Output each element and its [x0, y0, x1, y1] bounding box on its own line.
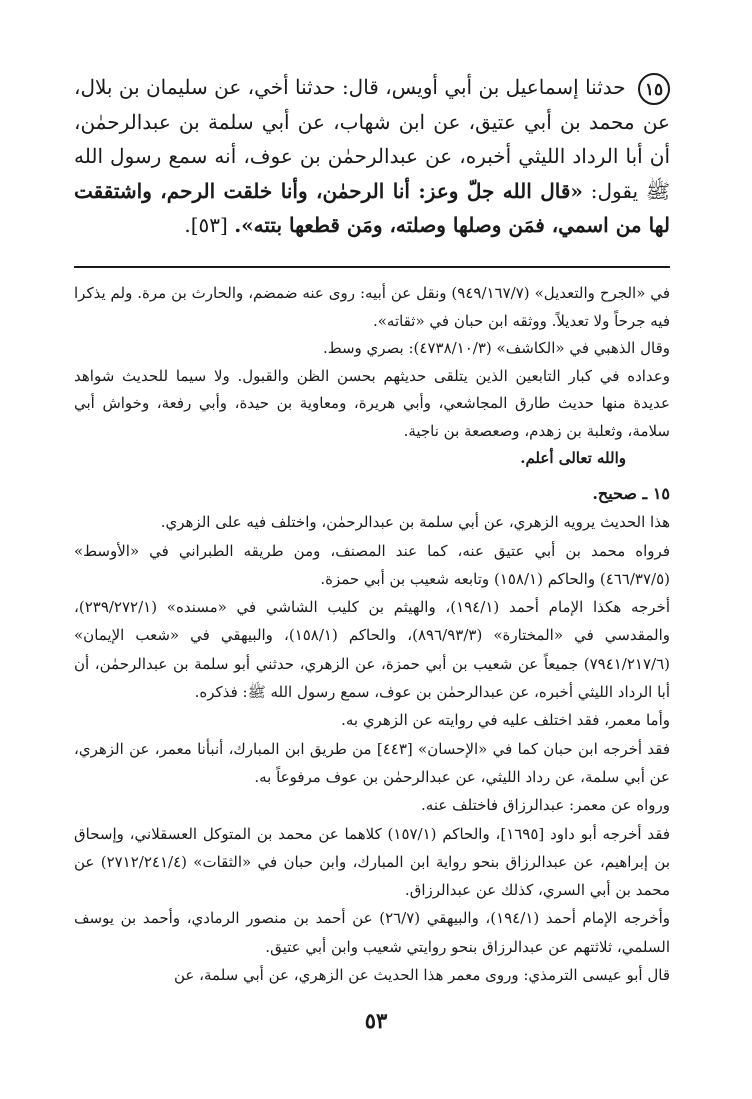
takhrij-paragraph: فقد أخرجه أبو داود [١٦٩٥]، والحاكم (١٥٧/١) كلاهما عن محمد بن المتوكل العسقلاني، وإسحاق بن إبراهيم، عن عبدالرزاق بنحو رواية ابن المبارك، وابن حبان في «الثقات» (٢٧١٢/٢٤١/٤) عن محمد بن أبي السري، كذلك عن عبدالرزاق.: [74, 824, 671, 900]
takhrij-paragraph: هذا الحديث يرويه الزهري، عن أبي سلمة بن عبدالرحمٰن، واختلف فيه على الزهري.: [160, 513, 670, 532]
takhrij-header: ١٥ ـ صحيح.: [592, 484, 670, 503]
hadith-text: [74, 70, 670, 243]
hadith-reference: [٥٣].: [184, 213, 228, 237]
takhrij-paragraph: وأخرجه الإمام أحمد (١٩٤/١)، والبيهقي (٢٦/٧) عن أحمد بن منصور الرمادي، وأحمد بن يوسف السلمي، ثلاثتهم عن عبدالرزاق بنحو روايتي شعيب وابن أبي عتيق.: [74, 909, 670, 956]
footnote-paragraph: في «الجرح والتعديل» (٩٤٩/١٦٧/٧) ونقل عن أبيه: روى عنه ضمضم، والحارث بن مرة. ولم يذكرا فيه جرحاً ولا تعديلاً. ووثقه ابن حبان في «ثقاته».: [74, 284, 670, 330]
footnote-paragraph: وقال الذهبي في «الكاشف» (٤٧٣٨/١٠/٣): بصري وسط.: [322, 339, 670, 357]
closing-phrase: والله تعالى أعلم.: [520, 449, 626, 467]
hadith-matn: «قال الله جلّ وعز: أنا الرحمٰن، وأنا خلقت الرحم، واشتققت لها من اسمي، فمَن وصلها وصلته، ومَن قطعها بتته».: [74, 178, 670, 237]
takhrij-paragraph: فقد أخرجه ابن حبان كما في «الإحسان» [٤٤٣] من طريق ابن المبارك، أنبأنا معمر، عن الزهري، عن أبي سلمة، عن رداد الليثي، عن عبدالرحمٰن بن عوف مرفوعاً به.: [74, 739, 670, 786]
takhrij-paragraph: ورواه عن معمر: عبدالرزاق فاختلف عنه.: [421, 796, 670, 815]
takhrij-section: [74, 480, 670, 989]
hadith-isnad: حدثنا إسماعيل بن أبي أويس، قال: حدثنا أخي، عن سليمان بن بلال، عن محمد بن أبي عتيق، عن ابن شهاب، عن أبي سلمة بن عبدالرحمٰن، أن أبا الرداد الليثي أخبره، عن عبدالرحمٰن بن عوف، أنه سمع رسول الله ﷺ يقول:: [74, 75, 670, 203]
footnote-divider: [74, 266, 670, 268]
takhrij-paragraph: فرواه محمد بن أبي عتيق عنه، كما عند المصنف، ومن طريقه الطبراني في «الأوسط» (٤٦٦/٣٧/٥) والحاكم (١٥٨/١) وتابعه شعيب بن أبي حمزة.: [74, 541, 670, 588]
takhrij-paragraph: وأما معمر، فقد اختلف عليه في روايته عن الزهري به.: [341, 711, 670, 730]
footnote-paragraph: وعداده في كبار التابعين الذين يتلقى حديثهم بحسن الظن والقبول. ولا سيما للحديث شواهد عديدة منها حديث طارق المجاشعي، وأبي هريرة، ومعاوية بن حيدة، وأبي رفعة، وخواش أبي سلامة، وثعلبة بن زهدم، وصعصعة بن ناجية.: [74, 366, 670, 440]
hadith-number-badge: ١٥: [638, 73, 670, 105]
takhrij-paragraph: قال أبو عيسى الترمذي: وروى معمر هذا الحديث عن الزهري، عن أبي سلمة، عن: [174, 966, 670, 985]
page-number: ٥٣: [364, 1008, 388, 1033]
footnotes-continued: [74, 280, 670, 473]
takhrij-paragraph: أخرجه هكذا الإمام أحمد (١٩٤/١)، والهيثم بن كليب الشاشي في «مسنده» (٢٣٩/٢٧٢/١)، والمقدسي في «المختارة» (٨٩٦/٩٣/٣)، والحاكم (١٥٨/١)، والبيهقي في «شعب الإيمان» (٧٩٤١/٢١٧/٦) جميعاً عن شعيب بن أبي حمزة، عن الزهري، حدثني أبو سلمة بن عبدالرحمٰن، أن أبا الرداد الليثي أخبره، عن عبدالرحمٰن بن عوف، سمع رسول الله ﷺ: فذكره.: [74, 598, 670, 702]
